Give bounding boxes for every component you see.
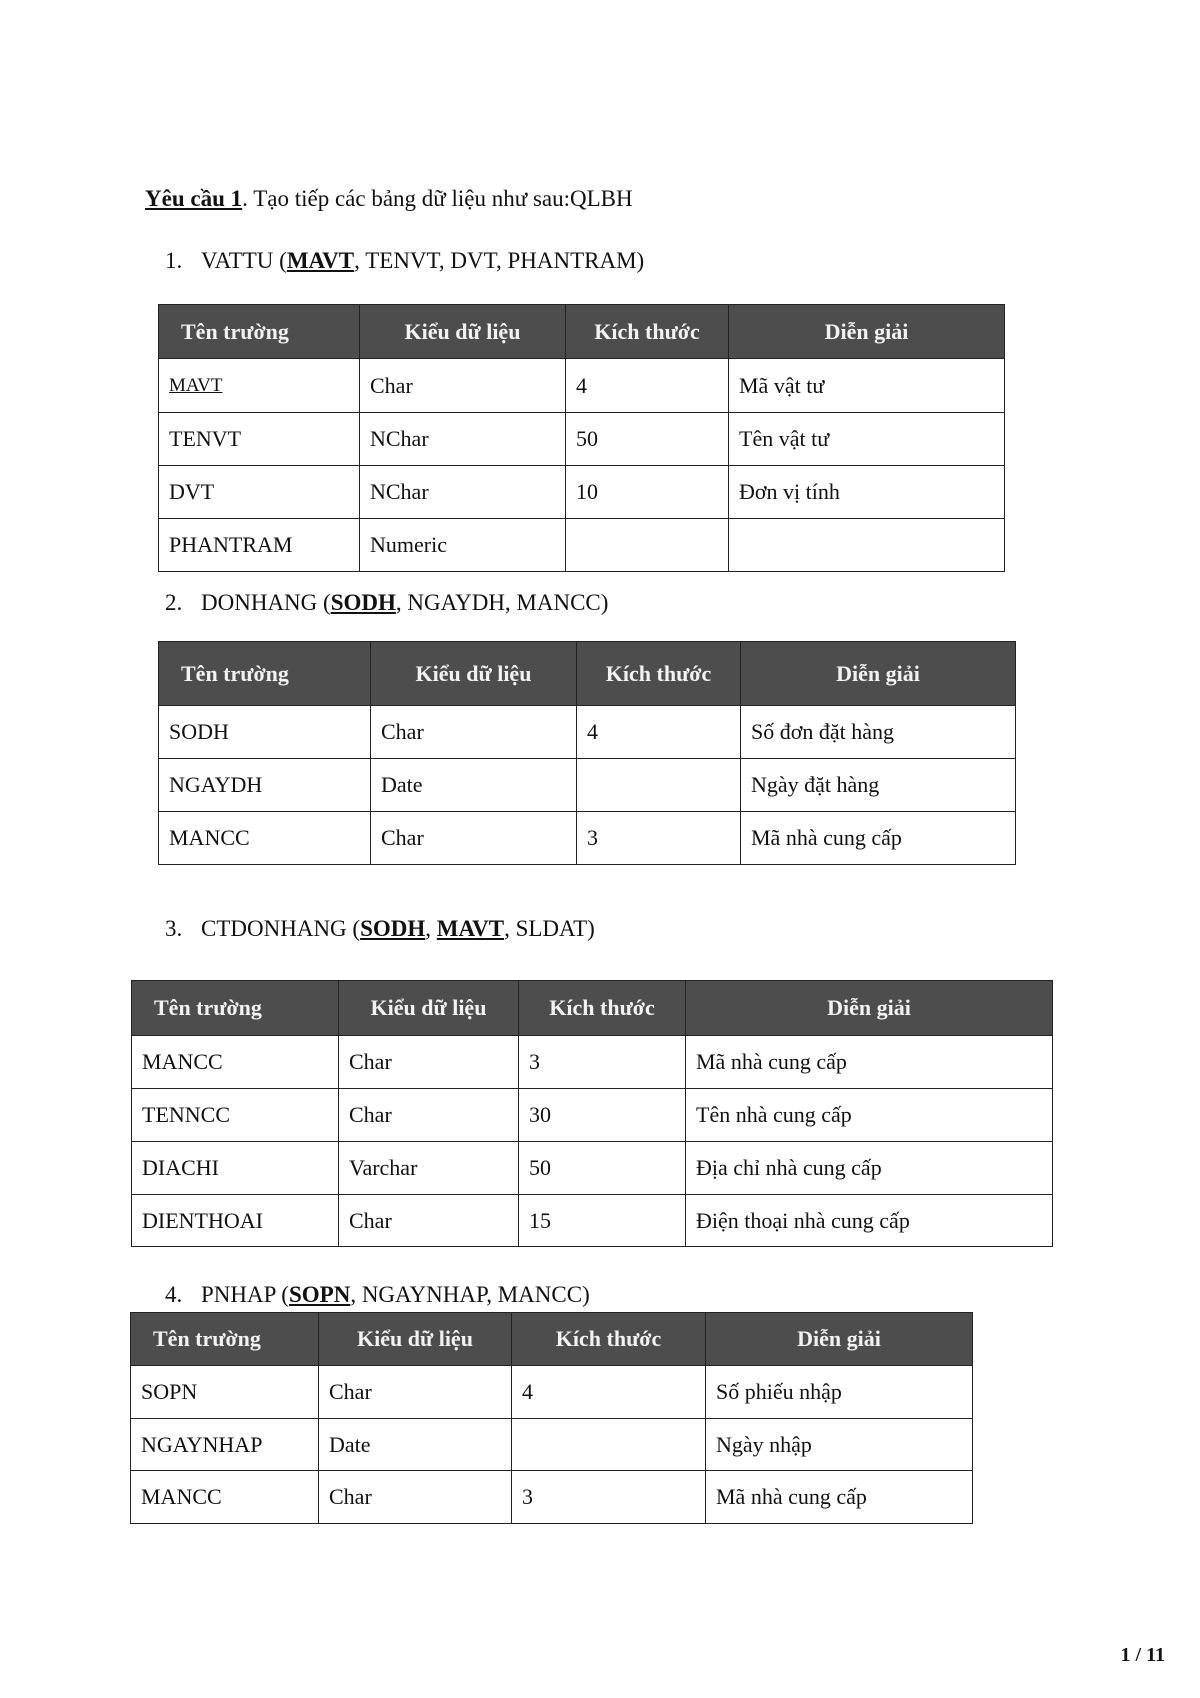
cell-size	[512, 1419, 706, 1471]
cell-field-name: TENNCC	[132, 1089, 339, 1142]
table-heading-ctdonhang	[165, 916, 595, 942]
cell-size: 3	[577, 812, 741, 865]
cell-size: 10	[566, 466, 729, 519]
table-row	[159, 413, 1005, 466]
cell-description: Đơn vị tính	[729, 466, 1005, 519]
table-ctdonhang	[131, 980, 1053, 1247]
cell-size	[566, 519, 729, 572]
cell-size: 3	[519, 1036, 686, 1089]
primary-key: SOPN	[288, 1282, 351, 1307]
cell-data-type: Char	[371, 706, 577, 759]
heading-fields: , NGAYNHAP, MANCC)	[350, 1282, 590, 1307]
table-row	[132, 1036, 1053, 1089]
cell-data-type: Varchar	[339, 1142, 519, 1195]
cell-size: 15	[519, 1195, 686, 1247]
header-row	[159, 642, 1016, 706]
cell-description	[729, 519, 1005, 572]
cell-field-name: TENVT	[159, 413, 360, 466]
cell-description: Mã nhà cung cấp	[686, 1036, 1053, 1089]
cell-data-type: Char	[339, 1195, 519, 1247]
table-row	[159, 519, 1005, 572]
cell-size: 3	[512, 1471, 706, 1524]
col-header-data-type: Kiểu dữ liệu	[339, 981, 519, 1036]
col-header-size: Kích thước	[566, 305, 729, 359]
cell-data-type: Char	[319, 1471, 512, 1524]
key-separator: ,	[425, 916, 437, 941]
intro-line	[145, 186, 633, 212]
cell-field-name: DIACHI	[132, 1142, 339, 1195]
cell-field-name: NGAYDH	[159, 759, 371, 812]
primary-key: SODH	[330, 590, 396, 615]
header-row	[132, 981, 1053, 1036]
table-heading-vattu	[165, 248, 644, 274]
table-vattu	[158, 304, 1005, 572]
table-row	[159, 759, 1016, 812]
col-header-data-type: Kiểu dữ liệu	[360, 305, 566, 359]
cell-data-type: Char	[339, 1036, 519, 1089]
header-row	[159, 305, 1005, 359]
cell-field-name: DIENTHOAI	[132, 1195, 339, 1247]
cell-data-type: Date	[319, 1419, 512, 1471]
cell-description: Mã nhà cung cấp	[706, 1471, 973, 1524]
cell-description: Tên vật tư	[729, 413, 1005, 466]
heading-table-name: DONHANG (	[201, 590, 331, 615]
table-row	[132, 1089, 1053, 1142]
table-row	[159, 812, 1016, 865]
page-number: 1 / 11	[1120, 1644, 1165, 1666]
requirement-label: Yêu cầu 1	[145, 186, 243, 211]
cell-field-name: MANCC	[159, 812, 371, 865]
col-header-field-name: Tên trường	[132, 981, 339, 1036]
table-row	[132, 1142, 1053, 1195]
cell-data-type: Numeric	[360, 519, 566, 572]
table-row	[132, 1195, 1053, 1247]
heading-fields: , NGAYDH, MANCC)	[395, 590, 609, 615]
col-header-data-type: Kiểu dữ liệu	[319, 1313, 512, 1366]
cell-field-name: SOPN	[131, 1366, 319, 1419]
cell-size: 50	[566, 413, 729, 466]
table-row	[131, 1419, 973, 1471]
cell-field-name: DVT	[159, 466, 360, 519]
table-heading-pnhap	[165, 1282, 590, 1308]
header-row	[131, 1313, 973, 1366]
heading-number: 4.	[165, 1282, 183, 1307]
primary-key: MAVT	[286, 248, 355, 273]
cell-description: Số phiếu nhập	[706, 1366, 973, 1419]
cell-field-name: NGAYNHAP	[131, 1419, 319, 1471]
col-header-description: Diễn giải	[729, 305, 1005, 359]
col-header-size: Kích thước	[577, 642, 741, 706]
cell-description: Tên nhà cung cấp	[686, 1089, 1053, 1142]
primary-key: MAVT	[436, 916, 505, 941]
cell-data-type: Char	[360, 359, 566, 413]
cell-data-type: NChar	[360, 466, 566, 519]
col-header-description: Diễn giải	[706, 1313, 973, 1366]
cell-size: 50	[519, 1142, 686, 1195]
table-row	[159, 706, 1016, 759]
col-header-field-name: Tên trường	[159, 305, 360, 359]
col-header-field-name: Tên trường	[159, 642, 371, 706]
col-header-description: Diễn giải	[686, 981, 1053, 1036]
cell-description: Địa chỉ nhà cung cấp	[686, 1142, 1053, 1195]
cell-data-type: Char	[339, 1089, 519, 1142]
cell-description: Ngày nhập	[706, 1419, 973, 1471]
heading-number: 2.	[165, 590, 183, 615]
cell-field-name: MANCC	[131, 1471, 319, 1524]
table-row	[131, 1366, 973, 1419]
cell-size	[577, 759, 741, 812]
cell-description: Điện thoại nhà cung cấp	[686, 1195, 1053, 1247]
cell-data-type: Char	[371, 812, 577, 865]
heading-number: 1.	[165, 248, 183, 273]
table-heading-donhang	[165, 590, 608, 616]
heading-fields: , SLDAT)	[504, 916, 595, 941]
cell-data-type: Date	[371, 759, 577, 812]
table-row	[131, 1471, 973, 1524]
cell-description: Ngày đặt hàng	[741, 759, 1016, 812]
heading-number: 3.	[165, 916, 183, 941]
col-header-size: Kích thước	[512, 1313, 706, 1366]
col-header-size: Kích thước	[519, 981, 686, 1036]
cell-size: 4	[512, 1366, 706, 1419]
table-row	[159, 466, 1005, 519]
cell-data-type: NChar	[360, 413, 566, 466]
primary-key: SODH	[360, 916, 426, 941]
col-header-data-type: Kiểu dữ liệu	[371, 642, 577, 706]
table-donhang	[158, 641, 1016, 865]
cell-size: 30	[519, 1089, 686, 1142]
cell-size: 4	[566, 359, 729, 413]
cell-field-name: SODH	[159, 706, 371, 759]
col-header-field-name: Tên trường	[131, 1313, 319, 1366]
table-row	[159, 359, 1005, 413]
intro-text: . Tạo tiếp các bảng dữ liệu như sau:QLBH	[242, 186, 633, 211]
cell-field-name: MANCC	[132, 1036, 339, 1089]
heading-table-name: PNHAP (	[201, 1282, 289, 1307]
heading-table-name: VATTU (	[201, 248, 287, 273]
heading-fields: , TENVT, DVT, PHANTRAM)	[354, 248, 645, 273]
cell-size: 4	[577, 706, 741, 759]
cell-description: Số đơn đặt hàng	[741, 706, 1016, 759]
table-pnhap	[130, 1312, 973, 1524]
cell-field-name: PHANTRAM	[159, 519, 360, 572]
col-header-description: Diễn giải	[741, 642, 1016, 706]
cell-description: Mã vật tư	[729, 359, 1005, 413]
cell-field-name: MAVT	[159, 359, 360, 413]
cell-description: Mã nhà cung cấp	[741, 812, 1016, 865]
cell-data-type: Char	[319, 1366, 512, 1419]
heading-table-name: CTDONHANG (	[201, 916, 361, 941]
